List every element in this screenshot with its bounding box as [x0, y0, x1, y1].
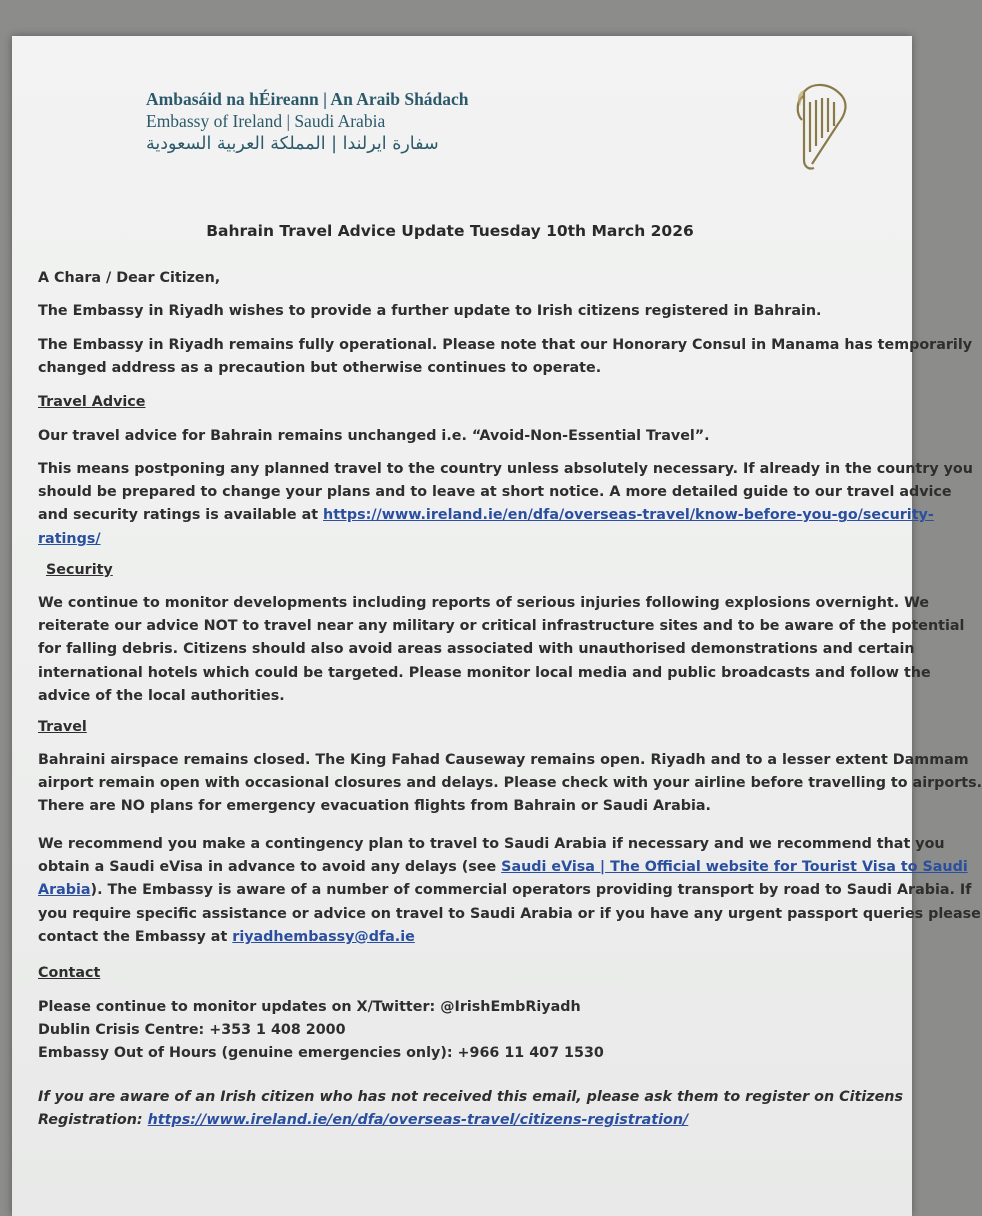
paragraph-line: should be prepared to change your plans and to leave at short notice. A more detailed guide to our travel advice — [38, 484, 952, 501]
paragraph-line: We continue to monitor developments including reports of serious injuries following explosions overnight. We — [38, 595, 930, 611]
embassy-letterhead — [146, 88, 469, 156]
paragraph-line — [38, 1109, 888, 1132]
letterhead-arabic: سفارة ايرلندا | المملكة العربية السعودية — [146, 134, 439, 154]
citizens-registration-link[interactable]: https://www.ireland.ie/en/dfa/overseas-travel/citizens-registration/ — [147, 1112, 689, 1129]
travel-advice-heading: Travel Advice — [38, 394, 146, 410]
contact-heading: Contact — [38, 965, 101, 981]
paragraph-line: reiterate our advice NOT to travel near any military or critical infrastructure sites and to be aware of the potential — [38, 618, 965, 635]
paragraph-line — [38, 504, 934, 527]
paragraph-line: If you are aware of an Irish citizen who has not received this email, please ask them to register on Citizens — [38, 1089, 903, 1105]
contact-out-of-hours: Embassy Out of Hours (genuine emergencies only): +966 11 407 1530 — [38, 1045, 604, 1062]
line-prefix: Registration: — [38, 1112, 148, 1129]
contact-dublin-crisis: Dublin Crisis Centre: +353 1 408 2000 — [38, 1022, 346, 1039]
paragraph-line: airport remain open with occasional closures and delays. Please check with your airline before travelling to airports. — [38, 775, 982, 792]
paragraph-line: There are NO plans for emergency evacuation flights from Bahrain or Saudi Arabia. — [38, 798, 711, 815]
security-ratings-link-cont[interactable]: ratings/ — [38, 530, 101, 547]
saudi-evisa-link-cont[interactable]: Arabia — [38, 882, 91, 899]
travel-heading: Travel — [38, 719, 87, 735]
embassy-email-link[interactable]: riyadhembassy@dfa.ie — [232, 928, 415, 945]
contingency-paragraph — [38, 833, 981, 949]
travel-advice-paragraph — [38, 458, 973, 551]
paragraph-line: you require specific assistance or advice on travel to Saudi Arabia or if you have any urgent passport queries please — [38, 905, 981, 922]
saudi-evisa-link[interactable]: Saudi eVisa | The Official website for Tourist Visa to Saudi — [501, 859, 968, 876]
line-suffix: ). The Embassy is aware of a number of commercial operators providing transport by road to Saudi Arabia. If — [90, 882, 972, 899]
operational-paragraph — [38, 334, 973, 380]
travel-paragraph — [38, 749, 982, 819]
paragraph-line: Bahraini airspace remains closed. The King Fahad Causeway remains open. Riyadh and to a lesser extent Dammam — [38, 752, 969, 768]
footer-note — [38, 1086, 903, 1132]
security-heading: Security — [46, 562, 113, 578]
paragraph-line: This means postponing any planned travel to the country unless absolutely necessary. If already in the country you — [38, 461, 973, 477]
letterhead-english: Embassy of Ireland | Saudi Arabia — [146, 111, 386, 131]
greeting: A Chara / Dear Citizen, — [38, 270, 221, 286]
security-ratings-link[interactable]: https://www.ireland.ie/en/dfa/overseas-travel/know-before-you-go/security- — [323, 507, 934, 524]
paragraph-line: We recommend you make a contingency plan to travel to Saudi Arabia if necessary and we recommend that you — [38, 836, 945, 852]
paragraph-line: international hotels which could be targeted. Please monitor local media and public broadcasts and follow the — [38, 664, 931, 681]
contact-details — [38, 996, 888, 1066]
paragraph-line — [38, 856, 968, 879]
irish-harp-icon — [790, 80, 854, 176]
line-prefix: obtain a Saudi eVisa in advance to avoid any delays (see — [38, 859, 502, 876]
operational-line: The Embassy in Riyadh remains fully operational. Please note that our Honorary Consul in Manama has temporarily — [38, 337, 973, 353]
line-prefix: contact the Embassy at — [38, 928, 233, 945]
intro-paragraph: The Embassy in Riyadh wishes to provide a further update to Irish citizens registered in Bahrain. — [38, 303, 822, 319]
letterhead-irish: Ambasáid na hÉireann | An Araib Shádach — [146, 89, 469, 109]
line-prefix: and security ratings is available at — [38, 507, 324, 524]
security-paragraph — [38, 592, 965, 708]
document-title: Bahrain Travel Advice Update Tuesday 10th March 2026 — [206, 222, 694, 240]
paragraph-line — [38, 879, 972, 902]
travel-advice-unchanged: Our travel advice for Bahrain remains unchanged i.e. “Avoid-Non-Essential Travel”. — [38, 428, 710, 444]
contact-twitter: Please continue to monitor updates on X/Twitter: @IrishEmbRiyadh — [38, 999, 581, 1015]
paragraph-line: for falling debris. Citizens should also avoid areas associated with unauthorised demonstrations and certain — [38, 641, 915, 658]
paragraph-line — [38, 926, 888, 949]
paragraph-line: advice of the local authorities. — [38, 687, 285, 704]
operational-line: changed address as a precaution but otherwise continues to operate. — [38, 360, 602, 377]
paragraph-line — [38, 528, 888, 551]
